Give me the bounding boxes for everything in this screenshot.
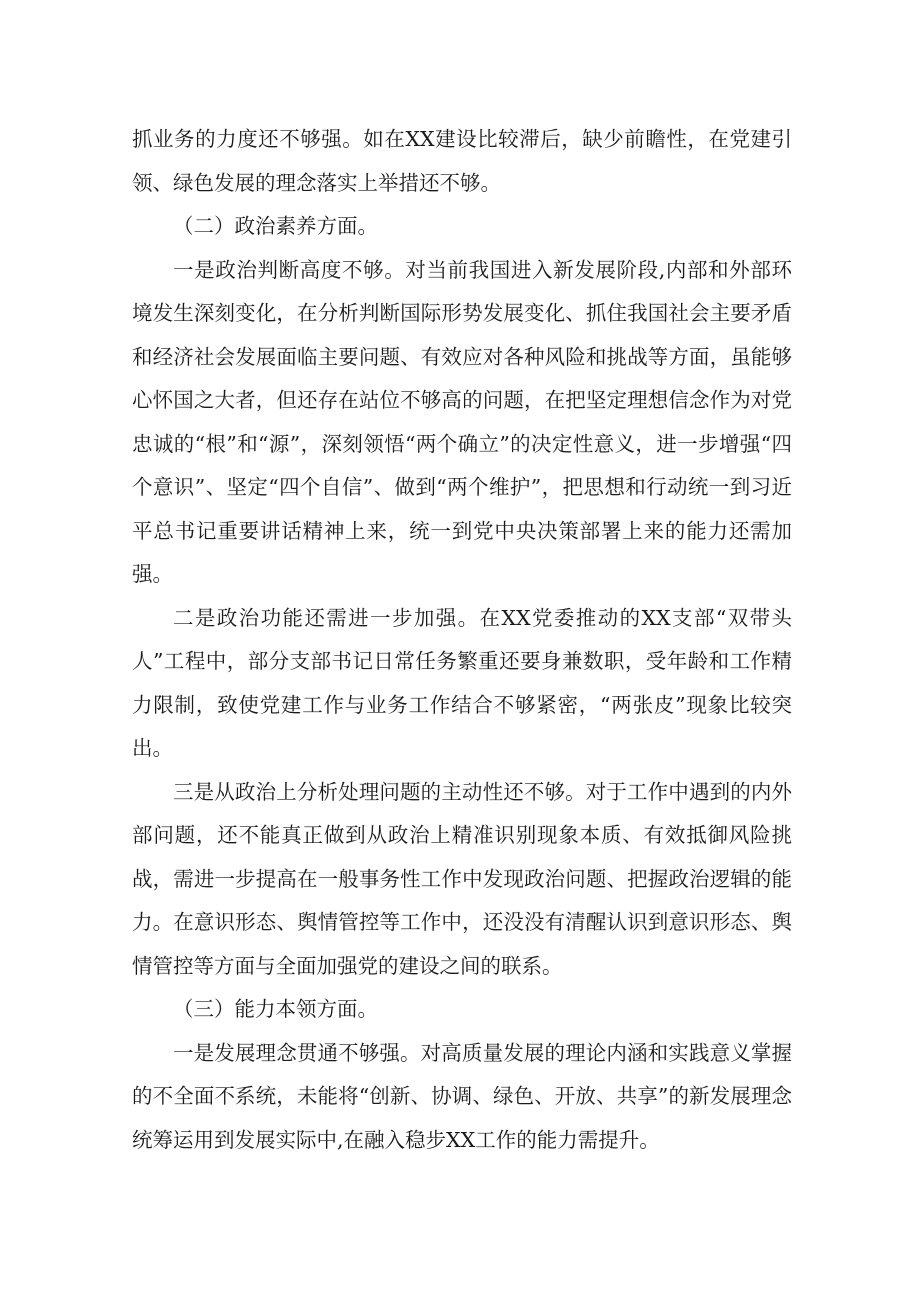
document-body xyxy=(132,118,792,1162)
section-heading-political-literacy: （二）政治素养方面。 xyxy=(173,214,378,238)
paragraph-continuation: 抓业务的力度还不够强。如在XX建设比较滞后，缺少前瞻性，在党建引领、绿色发展的理念落实上举措还不够。 xyxy=(132,127,792,195)
paragraph-development-concept: 一是发展理念贯通不够强。对高质量发展的理论内涵和实践意义掌握的不全面不系统，未能将“创新、协调、绿色、开放、共享”的新发展理念统筹运用到发展实际中,在融入稳步XX工作的能力需提升。 xyxy=(132,1040,792,1152)
paragraph-political-initiative: 三是从政治上分析处理问题的主动性还不够。对于工作中遇到的内外部问题，还不能真正做到从政治上精准识别现象本质、有效抵御风险挑战，需进一步提高在一般事务性工作中发现政治问题、把握政治逻辑的能力。在意识形态、舆情管控等工作中，还没没有清醒认识到意识形态、舆情管控等方面与全面加强党的建设之间的联系。 xyxy=(132,779,792,978)
section-heading-capability: （三）能力本领方面。 xyxy=(173,997,378,1021)
paragraph-political-judgment: 一是政治判断高度不够。对当前我国进入新发展阶段,内部和外部环境发生深刻变化，在分析判断国际形势发展变化、抓住我国社会主要矛盾和经济社会发展面临主要问题、有效应对各种风险和挑战等方面，虽能够心怀国之大者，但还存在站位不够高的问题，在把坚定理想信念作为对党忠诚的“根”和“源”，深刻领悟“两个确立”的决定性意义，进一步增强“四个意识”、坚定“四个自信”、做到“两个维护”，把思想和行动统一到习近平总书记重要讲话精神上来，统一到党中央决策部署上来的能力还需加强。 xyxy=(132,257,792,586)
paragraph-political-function: 二是政治功能还需进一步加强。在XX党委推动的XX支部“双带头人”工程中，部分支部书记日常任务繁重还要身兼数职，受年龄和工作精力限制，致使党建工作与业务工作结合不够紧密，“两张皮”现象比较突出。 xyxy=(132,605,792,760)
